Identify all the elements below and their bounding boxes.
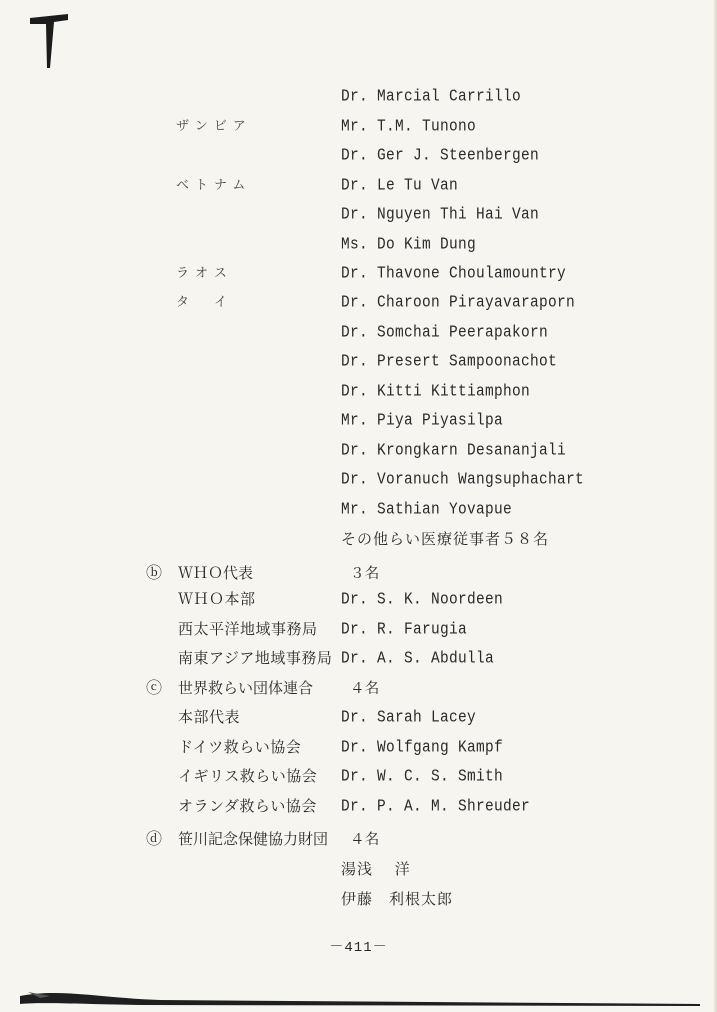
section-marker: ⓒ [145,680,162,697]
row-12 [0,438,717,464]
entry-value: Dr. Ger J. Steenbergen [341,147,540,165]
org-label: 南東アジア地域事務局 [178,651,333,667]
entry-value: Dr. Presert Sampoonachot [341,353,558,371]
entry-value: その他らい医療従事者５８名 [341,530,550,548]
row-15 [0,526,717,552]
entry-value: Dr. S. K. Noordeen [341,591,504,609]
entry-value: Dr. Nguyen Thi Hai Van [341,206,540,224]
row-19 [0,646,717,672]
row-0 [0,84,717,110]
section-label: ＷＨＯ代表 [178,566,254,582]
entry-value: ４名 [350,681,380,697]
country-label: ベトナム [176,178,252,193]
scan-edge-shadow [20,980,700,1010]
row-8 [0,320,717,346]
row-1 [0,114,717,140]
row-5 [0,232,717,258]
entry-value: Dr. R. Farugia [341,621,468,639]
binding-mark [28,10,78,70]
row-18 [0,617,717,643]
row-4 [0,202,717,228]
row-25 [0,827,717,853]
org-label: 西太平洋地域事務局 [178,622,318,638]
entry-value: Dr. W. C. S. Smith [341,768,504,786]
entry-value: Dr. Sarah Lacey [341,709,477,727]
row-11 [0,408,717,434]
country-label: タ イ [176,295,234,310]
row-20 [0,676,717,702]
row-23 [0,764,717,790]
scan-edge-right [713,0,717,1012]
org-label: イギリス救らい協会 [178,769,318,785]
entry-value: 湯浅 洋 [341,860,411,878]
org-label: 本部代表 [178,710,241,726]
entry-value: Dr. Charoon Pirayavaraporn [341,294,576,312]
entry-value: Dr. Marcial Carrillo [341,88,522,106]
row-14 [0,497,717,523]
entry-value: Dr. Thavone Choulamountry [341,265,567,283]
row-2 [0,143,717,169]
row-26 [0,856,717,882]
entry-value: Dr. Kitti Kittiamphon [341,383,531,401]
entry-value: Dr. A. S. Abdulla [341,650,495,668]
entry-value: 伊藤 利根太郎 [341,890,454,908]
row-9 [0,349,717,375]
entry-value: Mr. Sathian Yovapue [341,501,513,519]
row-13 [0,467,717,493]
row-22 [0,735,717,761]
entry-value: Dr. Krongkarn Desananjali [341,442,567,460]
entry-value: Mr. Piya Piyasilpa [341,412,504,430]
entry-value: Ms. Do Kim Dung [341,236,477,254]
country-label: ラオス [176,266,233,281]
org-label: ＷＨＯ本部 [178,592,256,608]
row-10 [0,379,717,405]
page-number: －411－ [329,940,388,956]
row-24 [0,794,717,820]
row-27 [0,886,717,912]
country-label: ザンビア [176,119,252,134]
entry-value: Dr. P. A. M. Shreuder [341,798,531,816]
entry-value: Dr. Wolfgang Kampf [341,739,504,757]
row-3 [0,173,717,199]
row-21 [0,705,717,731]
entry-value: Dr. Somchai Peerapakorn [341,324,549,342]
section-marker: ⓓ [145,831,162,848]
entry-value: ４名 [350,832,380,848]
entry-value: ３名 [350,566,380,582]
row-17 [0,587,717,613]
entry-value: Dr. Voranuch Wangsuphachart [341,471,585,489]
section-label: 世界救らい団体連合 [178,681,314,697]
section-marker: ⓑ [145,565,162,582]
org-label: ドイツ救らい協会 [178,740,302,756]
row-7 [0,290,717,316]
entry-value: Mr. T.M. Tunono [341,118,477,136]
section-label: 笹川記念保健協力財団 [178,832,329,848]
entry-value: Dr. Le Tu Van [341,177,459,195]
org-label: オランダ救らい協会 [178,799,317,815]
row-16 [0,561,717,587]
row-6 [0,261,717,287]
